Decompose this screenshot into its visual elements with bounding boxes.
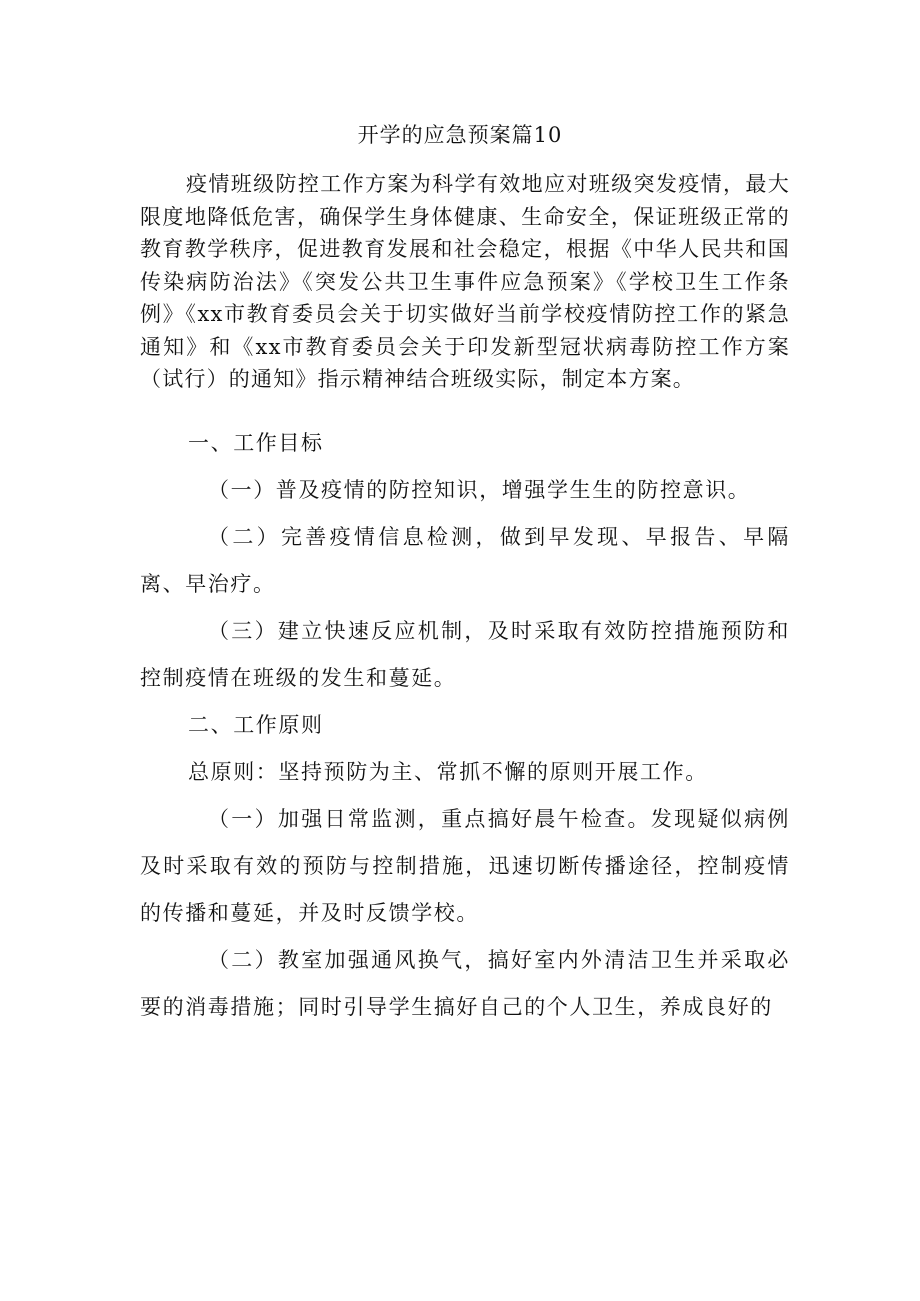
principle-item-2: （二）教室加强通风换气，搞好室内外清洁卫生并采取必要的消毒措施；同时引导学生搞好自己的个人卫生，养成良好的 [140,948,790,1019]
section-heading-principles: 二、工作原则 [188,713,324,737]
goal-item-3: （三）建立快速反应机制，及时采取有效防控措施预防和控制疫情在班级的发生和蔓延。 [140,619,790,690]
principle-item-1: （一）加强日常监测，重点搞好晨午检查。发现疑似病例及时采取有效的预防与控制措施，迅速切断传播途径，控制疫情的传播和蔓延，并及时反馈学校。 [140,807,790,925]
section-heading-goals: 一、工作目标 [188,431,324,455]
document-title: 开学的应急预案篇10 [357,123,563,147]
general-principle: 总原则：坚持预防为主、常抓不懈的原则开展工作。 [188,760,708,784]
intro-paragraph: 疫情班级防控工作方案为科学有效地应对班级突发疫情，最大限度地降低危害，确保学生身体健康、生命安全，保证班级正常的教育教学秩序，促进教育发展和社会稳定，根据《中华人民共和国传染病防治法》《突发公共卫生事件应急预案》《学校卫生工作条例》《xx市教育委员会关于切实做好当前学校疫情防控工作的紧急通知》和《xx市教育委员会关于印发新型冠状病毒防控工作方案（试行）的通知》指示精神结合班级实际，制定本方案。 [140,172,790,391]
goal-item-1: （一）普及疫情的防控知识，增强学生生的防控意识。 [208,478,751,502]
goal-item-2: （二）完善疫情信息检测，做到早发现、早报告、早隔离、早治疗。 [140,525,790,596]
